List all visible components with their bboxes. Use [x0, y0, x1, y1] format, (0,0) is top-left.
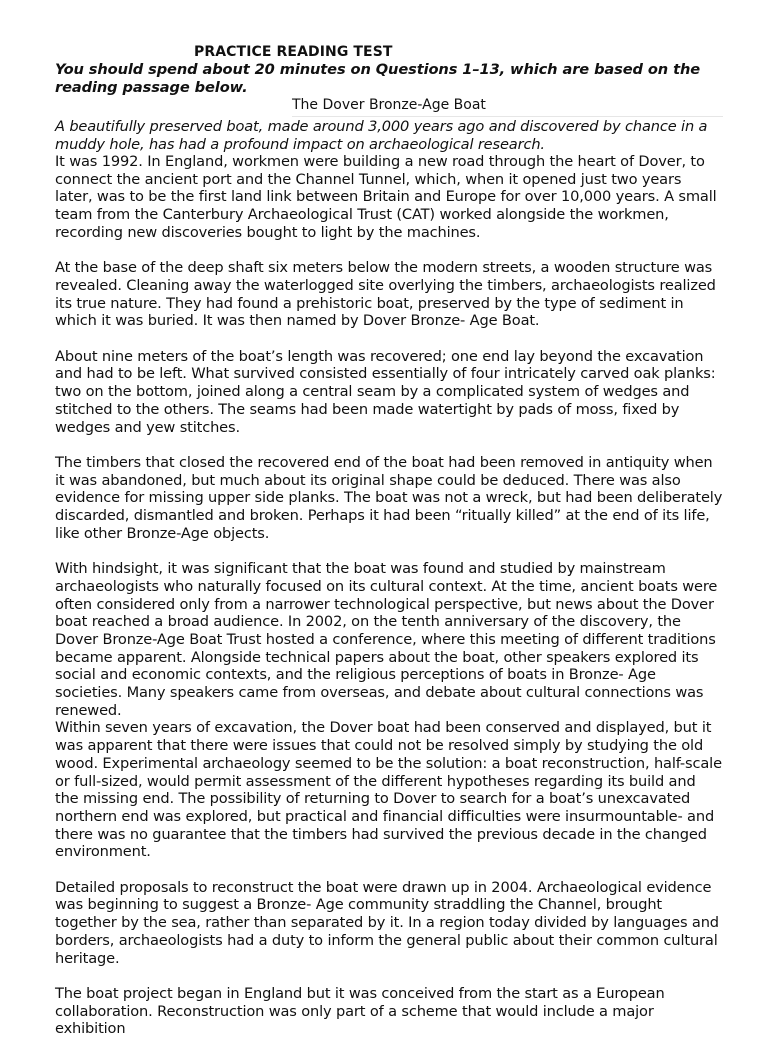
passage-intro: A beautifully preserved boat, made around 3,000 years ago and discovered by chance in a muddy hole, has had a profound impact on archaeological research. [55, 118, 708, 153]
test-instructions: You should spend about 20 minutes on Questions 1–13, which are based on the reading passage below. [55, 61, 701, 96]
paragraph-2: At the base of the deep shaft six meters below the modern streets, a wooden structure was revealed. Cleaning away the waterlogged site overlying the timbers, archaeologists realized its true nature. They had found a prehistoric boat, preserved by the type of sediment in which it was buried. It was then named by Dover Bronze- Age Boat. [55, 259, 716, 330]
document-page [55, 44, 723, 1038]
paragraph-8: The boat project began in England but it was conceived from the start as a European collaboration. Reconstruction was only part of a scheme that would include a major exhibition [55, 984, 665, 1038]
passage-title: The Dover Bronze-Age Boat [292, 96, 723, 117]
paragraph-1: It was 1992. In England, workmen were building a new road through the heart of Dover, to connect the ancient port and the Channel Tunnel, which, when it opened just two years later, was to be the first land link between Britain and Europe for over 10,000 years. A small team from the Canterbury Archaeological Trust (CAT) worked alongside the workmen, recording new discoveries bought to light by the machines. [55, 153, 717, 241]
test-heading: PRACTICE READING TEST [194, 44, 393, 60]
paragraph-7: Detailed proposals to reconstruct the boat were drawn up in 2004. Archaeological evidence was beginning to suggest a Bronze- Age community straddling the Channel, brought together by the sea, rather than separated by it. In a region today divided by languages and borders, archaeologists had a duty to inform the general public about their common cultural heritage. [55, 878, 719, 967]
paragraph-3: About nine meters of the boat’s length was recovered; one end lay beyond the excavation and had to be left. What survived consisted essentially of four intricately carved oak planks: two on the bottom, joined along a central seam by a complicated system of wedges and stitched to the others. The seams had been made watertight by pads of moss, fixed by wedges and yew stitches. [55, 347, 716, 436]
paragraph-4: The timbers that closed the recovered end of the boat had been removed in antiquity when it was abandoned, but much about its original shape could be deduced. There was also evidence for missing upper side planks. The boat was not a wreck, but had been deliberately discarded, dismantled and broken. Perhaps it had been “ritually killed” at the end of its life, like other Bronze-Age objects. [55, 453, 723, 542]
paragraph-6: Within seven years of excavation, the Dover boat had been conserved and displayed, but it was apparent that there were issues that could not be resolved simply by studying the old wood. Experimental archaeology seemed to be the solution: a boat reconstruction, half-scale or full-sized, would permit assessment of the different hypotheses regarding its build and the missing end. The possibility of returning to Dover to search for a boat’s unexcavated northern end was explored, but practical and financial difficulties were insurmountable- and there was no guarantee that the timbers had survived the previous decade in the changed environment. [55, 719, 722, 861]
paragraph-5: With hindsight, it was significant that the boat was found and studied by mainstream archaeologists who naturally focused on its cultural context. At the time, ancient boats were often considered only from a narrower technological perspective, but news about the Dover boat reached a broad audience. In 2002, on the tenth anniversary of the discovery, the Dover Bronze-Age Boat Trust hosted a conference, where this meeting of different traditions became apparent. Alongside technical papers about the boat, other speakers explored its social and economic contexts, and the religious perceptions of boats in Bronze- Age societies. Many speakers came from overseas, and debate about cultural connections was renewed. [55, 560, 718, 719]
